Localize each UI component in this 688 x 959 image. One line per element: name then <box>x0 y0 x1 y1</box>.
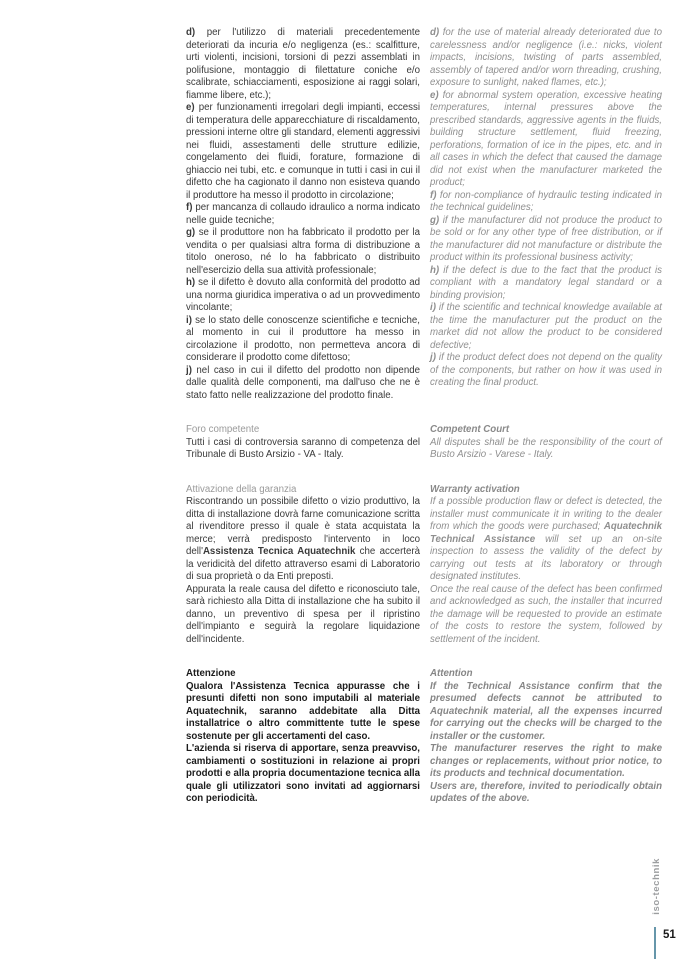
clause-item <box>430 265 662 303</box>
section-heading: Attenzione <box>186 668 236 679</box>
clause-label: j) <box>430 352 436 363</box>
section-warranty-activation <box>430 484 662 647</box>
clause-label: d) <box>186 27 196 38</box>
clause-item <box>430 27 662 90</box>
clause-label: f) <box>430 189 437 201</box>
body-text-bold: Aquatechnik Technical Assistance <box>430 521 662 545</box>
clause-item <box>430 90 662 190</box>
section-body: Once the real cause of the defect has been confirmed and acknowledged as such, the installer that incurred the damage will be requested to provide an estimate of the costs to restore the system, followed by settlement of the incident. <box>430 583 662 645</box>
section-foro-competente <box>186 424 420 462</box>
clause-item <box>186 202 420 227</box>
clause-text: se lo stato delle conoscenze scientifiche e tecniche, al momento in cui il produttore ha messo in circolazione il prodotto, non permetteva ancora di considerare il prodotto come difettoso; <box>186 314 420 363</box>
clause-label: d) <box>430 27 440 38</box>
brand-wordmark-vertical: iso-technik <box>651 858 662 915</box>
section-body: L'azienda si riserva di apportare, senza preavviso, cambiamenti o sostituzioni in relazione ai propri prodotti e alla propria documentazione tecnica alla quale gli utilizzatori sono invitati ad aggiornarsi con periodicità. <box>186 743 420 804</box>
section-heading: Foro competente <box>186 424 260 435</box>
page-number-block <box>654 927 676 959</box>
clause-label: j) <box>186 364 192 376</box>
clause-text: se il difetto è dovuto alla conformità del prodotto ad una norma giuridica imperativa o ad un provvedimento vincolante; <box>186 277 420 313</box>
body-text: will set up an on-site inspection to assess the validity of the defect by carrying out tests at its laboratory or through designated institutes. <box>430 533 662 582</box>
clause-item <box>186 227 420 277</box>
section-body <box>186 496 420 584</box>
two-column-content <box>186 27 662 806</box>
section-attenzione <box>186 668 420 806</box>
clause-label: e) <box>186 102 195 113</box>
clause-text: if the scientific and technical knowledge available at the time the manufacturer put the product on the market did not allow the product to be considered defective; <box>430 302 662 351</box>
clause-text: if the manufacturer did not produce the product to be sold or for any other type of free distribution, or if the manufacturer did not manufacture or distribute the product within its professional business activity; <box>430 214 662 263</box>
clause-text: for the use of material already deteriorated due to carelessness and/or negligence (i.e.: nicks, violent impacts, incisions, twisting of parts assembled, assembly of tapered and/or worn threading, crushing, exposure to sunlight, naked flames, etc.); <box>430 27 662 88</box>
clause-item <box>430 352 662 390</box>
clause-item <box>430 215 662 265</box>
clause-label: g) <box>430 214 440 226</box>
section-body: Tutti i casi di controversia saranno di competenza del Tribunale di Busto Arsizio - VA - Italy. <box>186 436 420 460</box>
section-attivazione-garanzia <box>186 484 420 647</box>
clause-item <box>430 302 662 352</box>
clause-list-english <box>430 27 662 402</box>
section-heading: Attivazione della garanzia <box>186 483 297 495</box>
clause-text: se il produttore non ha fabbricato il prodotto per la vendita o per qualsiasi altra forma di distribuzione a titolo oneroso, né lo ha fabbricato o distribuito nell'esercizio della sua attività professionale; <box>186 227 420 276</box>
page-number: 51 <box>663 929 676 941</box>
clause-item <box>430 190 662 215</box>
section-body: All disputes shall be the responsibility of the court of Busto Arsizio - Varese - Italy. <box>430 436 662 460</box>
clause-item <box>186 315 420 365</box>
clause-text: nel caso in cui il difetto del prodotto non dipende dalle qualità delle componenti, ma dall'uso che ne è stato fatto nelle realizzazione del prodotto finale. <box>186 364 420 401</box>
page-number-accent-rule <box>654 927 656 959</box>
clause-label: i) <box>430 302 436 313</box>
body-text-bold: Assistenza Tecnica Aquatechnik <box>202 546 356 557</box>
clause-item <box>186 27 420 102</box>
clause-list-italian <box>186 27 420 402</box>
section-heading: Warranty activation <box>430 483 520 495</box>
section-body: Users are, therefore, invited to periodically obtain updates of the above. <box>430 780 662 804</box>
clause-item <box>186 277 420 315</box>
section-body: Appurata la reale causa del difetto e riconosciuto tale, sarà richiesto alla Ditta di installazione che ha subito il danno, un preventivo di spesa per il ripristino dell'impianto e seguirà la regolare liquidazione dell'incidente. <box>186 583 420 645</box>
clause-label: h) <box>186 277 196 288</box>
body-text: che accerterà la veridicità del difetto attraverso esami di Laboratorio di sua proprietà o da Enti preposti. <box>186 546 420 582</box>
clause-label: g) <box>186 227 196 238</box>
section-body: Qualora l'Assistenza Tecnica appurasse che i presunti difetti non sono imputabili al materiale Aquatechnik, saranno addebitate alla Ditta installatrice o altro committente tutte le spese sostenute per gli accertamenti del caso. <box>186 680 420 742</box>
section-heading: Attention <box>430 668 473 679</box>
section-competent-court <box>430 424 662 462</box>
clause-label: f) <box>186 202 193 213</box>
clause-text: if the product defect does not depend on the quality of the components, but rather on how it was used in creating the final product. <box>430 352 662 388</box>
clause-text: per l'utilizzo di materiali precedentemente deteriorati da incuria e/o negligenza (es.: scalfitture, urti violenti, incisioni, torsioni di pezzi assemblati in polifusione, montaggio di filettature coniche e/o scalibrate, schiacciamenti, esposizione ai raggi solari, fiamme libere, etc.); <box>186 27 420 101</box>
clause-label: e) <box>430 89 439 101</box>
section-body: The manufacturer reserves the right to make changes or replacements, without prior notice, to its products and technical documentation. <box>430 743 662 779</box>
clause-item <box>186 365 420 403</box>
clause-label: i) <box>186 314 192 326</box>
section-body: If the Technical Assistance confirm that the presumed defects cannot be attributed to Aquatechnik material, all the expenses incurred for carrying out the checks will be charged to the installer or the customer. <box>430 680 662 742</box>
clause-text: if the defect is due to the fact that the product is compliant with a mandatory legal standard or a binding provision; <box>430 264 662 301</box>
section-body <box>430 496 662 584</box>
section-heading: Competent Court <box>430 424 510 435</box>
body-text: If a possible production flaw or defect is detected, the installer must communicate it in writing to the dealer from which the goods were purchased; <box>430 496 662 532</box>
section-attention <box>430 668 662 806</box>
clause-text: per funzionamenti irregolari degli impianti, eccessi di temperatura delle apparecchiature di riscaldamento, pressioni interne oltre gli standard, elementi aggressivi nei fluidi, assestamenti delle strutture edilizie, congelamento dei fluidi, forature, formazione di ghiaccio nei tubi, etc. e comunque in tutti i casi in cui il difetto che ha cagionato il danno non esisteva quando il produttore ha messo il prodotto in circolazione; <box>186 102 420 201</box>
clause-text: per mancanza di collaudo idraulico a norma indicato nelle guide tecniche; <box>186 202 420 226</box>
clause-item <box>186 102 420 202</box>
body-text: Riscontrando un possibile difetto o vizio produttivo, la ditta di installazione dovrà farne comunicazione scritta al rivenditore presso il quale è stata acquistata la merce; verrà predisposto l'intervento in loco dell' <box>186 496 420 557</box>
clause-text: for abnormal system operation, excessive heating temperatures, internal pressures above the prescribed standards, aggressive agents in the fluids, building structure settlement, fluid freezing, perforations, formation of ice in the pipes, etc. and in all cases in which the defect that caused the damage did not exist when the manufacturer marketed the product; <box>430 89 662 188</box>
clause-text: for non-compliance of hydraulic testing indicated in the technical guidelines; <box>430 189 662 213</box>
clause-label: h) <box>430 264 440 276</box>
